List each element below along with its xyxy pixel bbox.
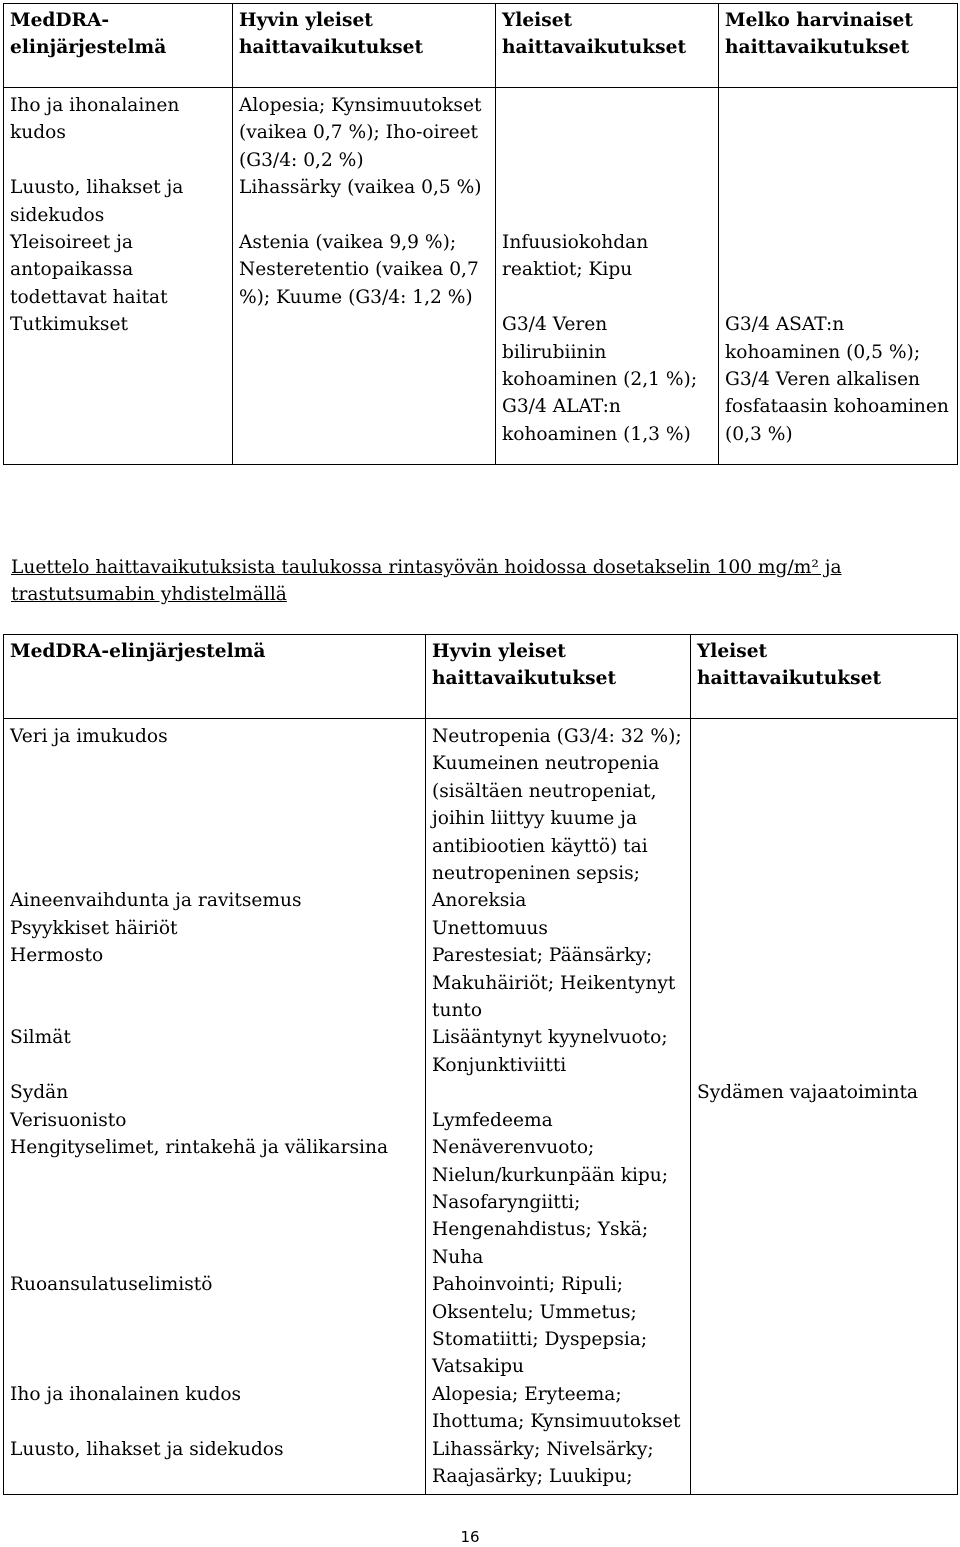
common-cell [691,1134,958,1271]
column-header-very-common: Hyvin yleiset haittavaikutukset [233,4,496,88]
column-header-common: Yleiset haittavaikutukset [691,635,958,719]
common-cell [691,719,958,888]
very-common-cell [426,1079,691,1106]
adverse-reactions-table-continued [3,3,958,465]
table-row [4,1107,958,1134]
table-row [4,719,958,888]
table-header-row [4,635,958,719]
organ-class-cell: Aineenvaihdunta ja ravitsemus [4,887,426,914]
common-cell [691,1024,958,1079]
table-header-row [4,4,958,88]
common-cell [691,942,958,1024]
organ-class-cell: Verisuonisto [4,1107,426,1134]
organ-class-cell: Psyykkiset häiriöt [4,915,426,942]
uncommon-cell [719,229,958,311]
common-cell: Sydämen vajaatoiminta [691,1079,958,1106]
organ-class-cell: Yleisoireet ja antopaikassa todettavat haitat [4,229,233,311]
organ-class-cell: Tutkimukset [4,311,233,465]
common-cell [496,174,719,229]
column-header-uncommon: Melko harvinaiset haittavaikutukset [719,4,958,88]
very-common-cell: Anoreksia [426,887,691,914]
uncommon-cell [719,174,958,229]
organ-class-cell: Ruoansulatuselimistö [4,1271,426,1381]
column-header-common: Yleiset haittavaikutukset [496,4,719,88]
common-cell [691,915,958,942]
table-row [4,915,958,942]
table-row [4,942,958,1024]
column-header-organ-class: MedDRA-elinjärjestelmä [4,4,233,88]
organ-class-cell: Hengityselimet, rintakehä ja välikarsina [4,1134,426,1271]
organ-class-cell: Luusto, lihakset ja sidekudos [4,174,233,229]
very-common-cell: Nenäverenvuoto; Nielun/kurkunpään kipu; Nasofaryngiitti; Hengenahdistus; Yskä; Nuha [426,1134,691,1271]
common-cell [691,887,958,914]
table-row [4,887,958,914]
column-header-organ-class: MedDRA-elinjärjestelmä [4,635,426,719]
very-common-cell: Astenia (vaikea 9,9 %); Nesteretentio (vaikea 0,7 %); Kuume (G3/4: 1,2 %) [233,229,496,311]
table-row [4,174,958,229]
very-common-cell: Alopesia; Eryteema; Ihottuma; Kynsimuutokset [426,1381,691,1436]
table-row [4,1024,958,1079]
table-caption: Luettelo haittavaikutuksista taulukossa rintasyövän hoidossa dosetakselin 100 mg/m² ja trastutsumabin yhdistelmällä [11,557,842,606]
table-row [4,1381,958,1436]
very-common-cell [233,311,496,465]
table-row [4,1079,958,1106]
table-row [4,229,958,311]
page-number: 16 [460,1528,480,1546]
table-row [4,311,958,465]
very-common-cell: Lihassärky (vaikea 0,5 %) [233,174,496,229]
common-cell: Infuusiokohdan reaktiot; Kipu [496,229,719,311]
common-cell [691,1271,958,1381]
very-common-cell: Lisääntynyt kyynelvuoto; Konjunktiviitti [426,1024,691,1079]
organ-class-cell: Iho ja ihonalainen kudos [4,88,233,175]
very-common-cell: Lihassärky; Nivelsärky; Raajasärky; Luukipu; [426,1436,691,1495]
common-cell: G3/4 Veren bilirubiinin kohoaminen (2,1 %); G3/4 ALAT:n kohoaminen (1,3 %) [496,311,719,465]
table-row [4,88,958,175]
common-cell [691,1107,958,1134]
organ-class-cell: Luusto, lihakset ja sidekudos [4,1436,426,1495]
organ-class-cell: Silmät [4,1024,426,1079]
organ-class-cell: Hermosto [4,942,426,1024]
very-common-cell: Pahoinvointi; Ripuli; Oksentelu; Ummetus; Stomatiitti; Dyspepsia; Vatsakipu [426,1271,691,1381]
uncommon-cell [719,88,958,175]
very-common-cell: Lymfedeema [426,1107,691,1134]
table-row [4,1134,958,1271]
common-cell [691,1381,958,1436]
adverse-reactions-table-trastuzumab [3,634,958,1495]
table-row [4,1436,958,1495]
common-cell [691,1436,958,1495]
common-cell [496,88,719,175]
organ-class-cell: Sydän [4,1079,426,1106]
very-common-cell: Unettomuus [426,915,691,942]
organ-class-cell: Iho ja ihonalainen kudos [4,1381,426,1436]
table-row [4,1271,958,1381]
organ-class-cell: Veri ja imukudos [4,719,426,888]
uncommon-cell: G3/4 ASAT:n kohoaminen (0,5 %); G3/4 Veren alkalisen fosfataasin kohoaminen (0,3 %) [719,311,958,465]
very-common-cell: Neutropenia (G3/4: 32 %); Kuumeinen neutropenia (sisältäen neutropeniat, joihin liittyy kuume ja antibiootien käyttö) tai neutropeninen sepsis; [426,719,691,888]
very-common-cell: Alopesia; Kynsimuutokset (vaikea 0,7 %); Iho-oireet (G3/4: 0,2 %) [233,88,496,175]
very-common-cell: Parestesiat; Päänsärky; Makuhäiriöt; Heikentynyt tunto [426,942,691,1024]
column-header-very-common: Hyvin yleiset haittavaikutukset [426,635,691,719]
